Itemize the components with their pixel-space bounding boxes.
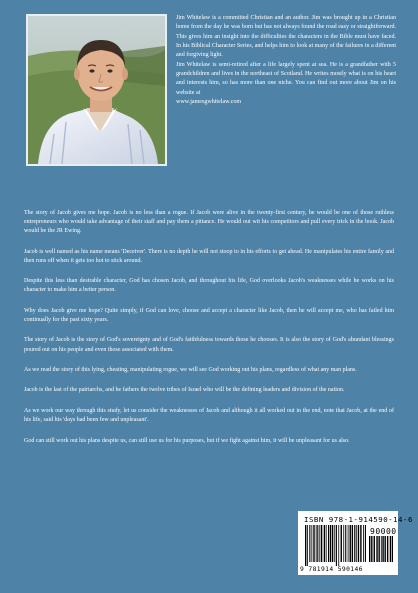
barcode-bar	[356, 525, 357, 562]
barcode-bar	[381, 536, 382, 562]
barcode-bar	[387, 536, 388, 562]
barcode-number: 9 781914 590146	[300, 566, 363, 573]
barcode-bar	[360, 525, 361, 562]
barcode-bar	[319, 525, 320, 562]
blurb-paragraph: Why does Jacob give me hope? Quite simply, if God can love, choose and accept a character like Jacob, then he will accept me, who has failed him continually for the past sixty years.	[24, 307, 394, 323]
author-bio	[176, 14, 396, 107]
author-photo	[26, 14, 167, 166]
barcode-bar	[343, 525, 344, 562]
barcode-bar	[317, 525, 318, 562]
barcode-bar	[305, 525, 306, 566]
barcode-bar	[352, 525, 353, 562]
barcode-bar	[358, 525, 359, 562]
barcode-bar	[332, 525, 333, 562]
bio-paragraph-2	[176, 61, 396, 108]
isbn-barcode	[298, 511, 413, 575]
price-code: 90000	[370, 527, 397, 536]
blurb-paragraph: Despite this less than desirable character, God has chosen Jacob, and throughout his life, God overlooks Jacob's weaknesses while he works on his character to make him a better person.	[24, 278, 394, 294]
blurb-paragraph: The story of Jacob gives me hope. Jacob is no less than a rogue. If Jacob were alive in the twenty-first century, he would be one of those ruthless entrepreneurs who would take advantage of their staff and pay them a pittance. He would out wit his competitors and pull every trick in the book. Jacob would be the JR Ewing.	[24, 210, 394, 235]
blurb-paragraph: God can still work out his plans despite us, can still use us for his purposes, but if we fight against him, it will be unpleasant for us also.	[24, 437, 350, 444]
barcode-bar	[390, 536, 391, 562]
barcode-bar	[334, 525, 335, 562]
barcode-bar	[328, 525, 329, 562]
barcode-bar	[371, 536, 372, 562]
barcode-bar	[348, 525, 349, 562]
barcode-bar	[354, 525, 355, 562]
barcode-bar	[321, 525, 322, 562]
blurb-paragraph: Jacob is well named as his name means 'Deceiver'. There is no depth he will not stoop to in his efforts to get ahead. He manipulates his entire family and then runs off when it gets too hot to stick around.	[24, 248, 394, 264]
barcode-bar	[330, 525, 331, 562]
isbn-label: ISBN 978-1-914590-14-6	[304, 515, 413, 524]
barcode-bar	[307, 525, 308, 566]
bio-paragraph-2-text: Jim Whitelaw is semi-retired after a life largely spent at sea. He is a grandfather with 5 grandchildren and lives in the northeast of Scotland. He writes mostly what is on his heart and interests him, so has more than one niche. You can find out more about Jim on his website at	[176, 61, 396, 96]
barcode-bar	[309, 525, 310, 562]
blurb-paragraph: As we read the story of this lying, cheating, manipulating rogue, we will see God working out his plans, regardless of what any man plans.	[24, 366, 357, 373]
barcode-bar	[374, 536, 375, 562]
blurb-paragraph: The story of Jacob is the story of God's sovereignty and of God's faithfulness towards those he chooses. It is also the story of God's abundant blessings poured out on his people and even those associated with them.	[24, 337, 394, 353]
barcode-bar	[365, 525, 366, 562]
barcode-bars	[305, 525, 367, 566]
price-barcode-bars	[369, 536, 393, 566]
blurb-paragraph: As we work our way through this study, let us consider the weaknesses of Jacob and although it all worked out in the end, note that Jacob, at the end of his life, said his 'days had been few and unpleasant'.	[24, 407, 394, 424]
barcode-bar	[378, 536, 379, 562]
bio-paragraph-1: Jim Whitelaw is a committed Christian and an author. Jim was brought up in a Christian home from the day he was born but has not always found the road easy or straightforward. This gives him an insight into the difficulties the characters in the Bible must have faced. In his Biblical Character Series, and helps him to look at many of the failures in a different and forgiving light.	[176, 15, 396, 59]
barcode-bar	[336, 525, 337, 566]
barcode-bar	[392, 536, 393, 562]
barcode-bar	[313, 525, 314, 562]
barcode-bar	[345, 525, 346, 562]
barcode-bar	[350, 525, 351, 562]
barcode-bar	[369, 536, 370, 562]
barcode-bar	[382, 536, 383, 562]
blurb-paragraph: Jacob is the last of the patriarchs, and he fathers the twelve tribes of Israel who will be the defining leaders and division of the nation.	[24, 387, 345, 394]
barcode-bar	[324, 525, 325, 562]
barcode-bar	[326, 525, 327, 562]
barcode-bar	[311, 525, 312, 562]
barcode-bar	[316, 525, 317, 562]
author-portrait-image	[28, 16, 165, 164]
barcode-bar	[363, 525, 364, 562]
barcode-bar	[338, 525, 339, 566]
barcode-bar	[376, 536, 377, 562]
author-website-link[interactable]: www.jamesgwhitelaw.com	[176, 99, 242, 106]
blurb	[24, 209, 394, 457]
barcode-bar	[341, 525, 342, 562]
barcode-bar	[385, 536, 386, 562]
